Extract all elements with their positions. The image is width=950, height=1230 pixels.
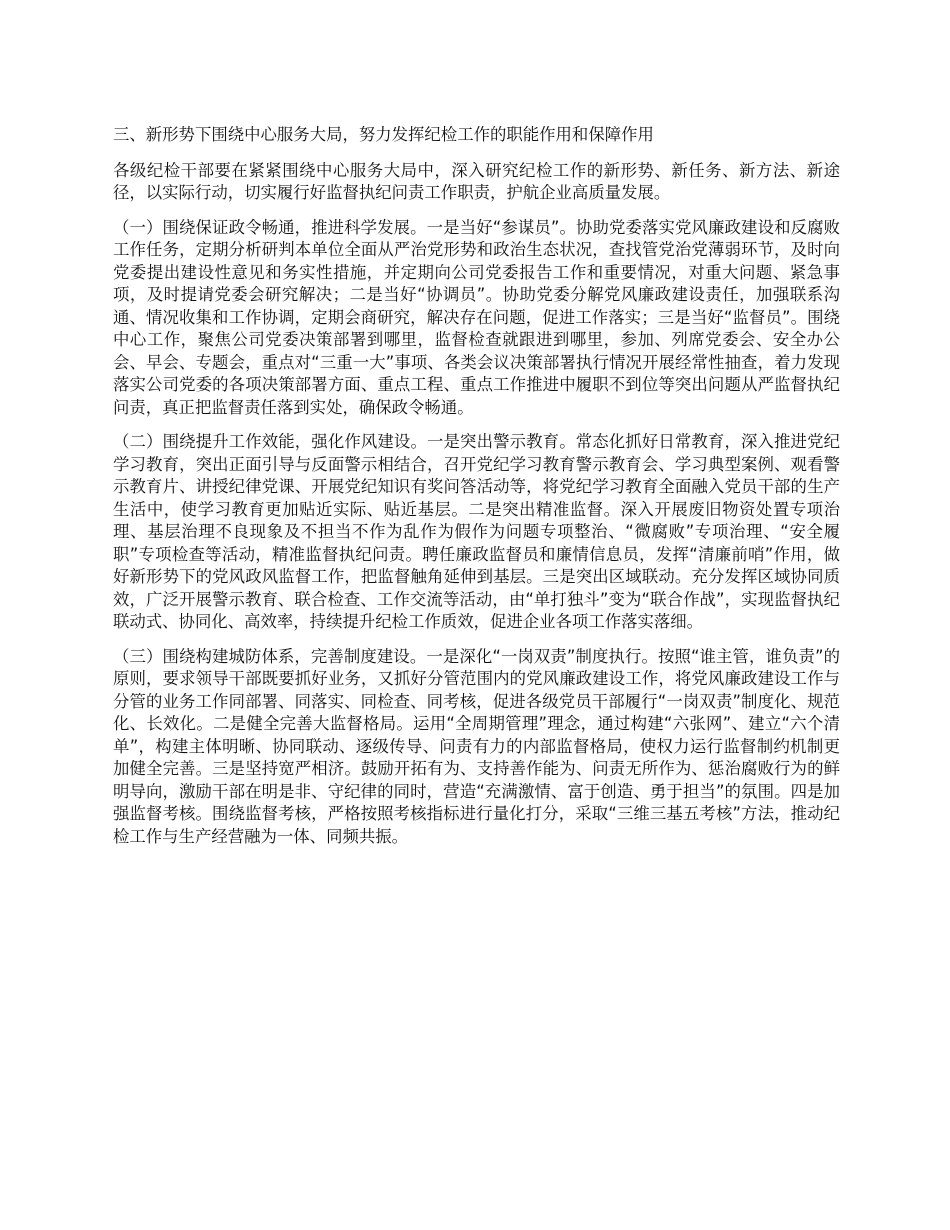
- document-body: [113, 124, 840, 860]
- paragraph-political-orders: （一）围绕保证政令畅通，推进科学发展。一是当好“参谋员”。协助党委落实党风廉政建设和反腐败工作任务，定期分析研判本单位全面从严治党形势和政治生态状况，查找管党治党薄弱环节，及时向党委提出建设性意见和务实性措施，并定期向公司党委报告工作和重要情况，对重大问题、紧急事项，及时提请党委会研究解决；二是当好“协调员”。协助党委分解党风廉政建设责任，加强联系沟通、情况收集和工作协调，定期会商研究，解决存在问题，促进工作落实；三是当好“监督员”。围绕中心工作，聚焦公司党委决策部署到哪里，监督检查就跟进到哪里，参加、列席党委会、安全办公会、早会、专题会，重点对“三重一大”事项、各类会议决策部署执行情况开展经常性抽查，着力发现落实公司党委的各项决策部署方面、重点工程、重点工作推进中履职不到位等突出问题从严监督执纪问责，真正把监督责任落到实处，确保政令畅通。: [113, 217, 840, 417]
- paragraph-work-efficiency: （二）围绕提升工作效能，强化作风建设。一是突出警示教育。常态化抓好日常教育，深入推进党纪学习教育，突出正面引导与反面警示相结合，召开党纪学习教育警示教育会、学习典型案例、观看警示教育片、讲授纪律党课、开展党纪知识有奖问答活动等，将党纪学习教育全面融入党员干部的生产生活中，使学习教育更加贴近实际、贴近基层。二是突出精准监督。深入开展废旧物资处置专项治理、基层治理不良现象及不担当不作为乱作为假作为问题专项整治、“微腐败”专项治理、“安全履职”专项检查等活动，精准监督执纪问责。聘任廉政监督员和廉情信息员，发挥“清廉前哨”作用，做好新形势下的党风政风监督工作，把监督触角延伸到基层。三是突出区域联动。充分发挥区域协同质效，广泛开展警示教育、联合检查、工作交流等活动，由“单打独斗”变为“联合作战”，实现监督执纪联动式、协同化、高效率，持续提升纪检工作质效，促进企业各项工作落实落细。: [113, 432, 840, 631]
- section-heading: 三、新形势下围绕中心服务大局，努力发挥纪检工作的职能作用和保障作用: [113, 125, 654, 144]
- intro-paragraph: 各级纪检干部要在紧紧围绕中心服务大局中，深入研究纪检工作的新形势、新任务、新方法、新途径，以实际行动，切实履行好监督执纪问责工作职责，护航企业高质量发展。: [113, 160, 840, 202]
- paragraph-system-building: （三）围绕构建城防体系，完善制度建设。一是深化“一岗双责”制度执行。按照“谁主管，谁负责”的原则，要求领导干部既要抓好业务，又抓好分管范围内的党风廉政建设工作，将党风廉政建设工作与分管的业务工作同部署、同落实、同检查、同考核，促进各级党员干部履行“一岗双责”制度化、规范化、长效化。二是健全完善大监督格局。运用“全周期管理”理念，通过构建“六张网”、建立“六个清单”，构建主体明晰、协同联动、逐级传导、问责有力的内部监督格局，使权力运行监督制约机制更加健全完善。三是坚持宽严相济。鼓励开拓有为、支持善作能为、问责无所作为、惩治腐败行为的鲜明导向，激励干部在明是非、守纪律的同时，营造“充满激情、富于创造、勇于担当”的氛围。四是加强监督考核。围绕监督考核，严格按照考核指标进行量化打分，采取“三维三基五考核”方法，推动纪检工作与生产经营融为一体、同频共振。: [113, 646, 840, 846]
